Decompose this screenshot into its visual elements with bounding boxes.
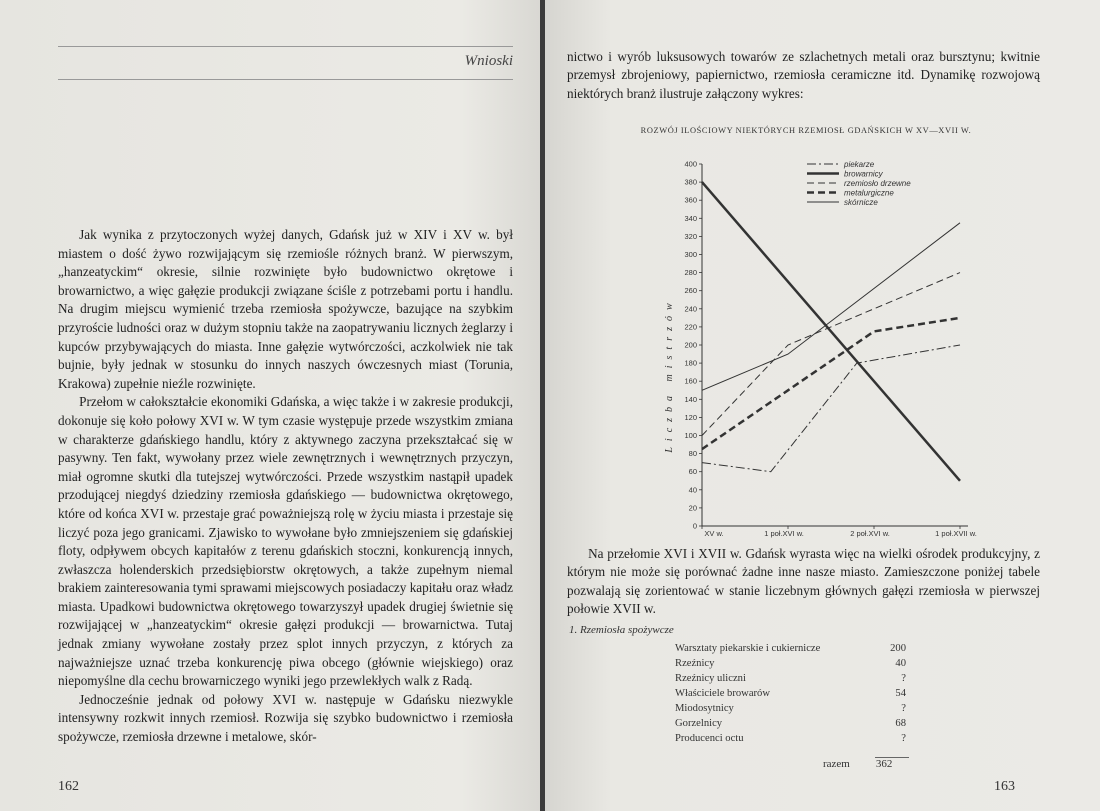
y-tick-label: 100 (684, 431, 697, 440)
paragraph: Jak wynika z przytoczonych wyżej danych, Gdańsk już w XIV i XV w. był miastem o dość żywo rozwijającym się rzemiośle różnych branż. W pierwszym, „hanzeatyckim“ okresie, silnie rozwinięte było budownictwo okrętowe i browarnictwo, a więc gałęzie produkcji związane ściśle z potrzebami portu i handlu. Na drugim miejscu wymienić trzeba rzemiosła spożywcze, bazujące na szybkim przyroście ludności oraz w dużym stopniu także na zaopatrywaniu licznych żeglarzy i kupców przybywających do miasta. Inne gałęzie wytwórczości, aczkolwiek nie tak bujnie, były jednak w stosunku do innych naszych ówczesnych miast (Torunia, Krakowa) zupełnie nieźle rozwinięte. (58, 227, 513, 391)
page-number-left: 162 (58, 779, 79, 794)
table-row (675, 641, 906, 656)
right-top-text (567, 48, 1040, 103)
craft-count: 40 (895, 658, 906, 669)
x-tick-label: XV w. (704, 529, 724, 538)
y-tick-label: 340 (684, 213, 697, 223)
right-mid-text (567, 545, 1040, 619)
y-tick-label: 0 (692, 521, 697, 531)
table-row (675, 686, 906, 701)
legend-label: skórnicze (844, 198, 878, 207)
craft-name: Miodosytnicy (675, 703, 734, 714)
legend-label: piekarze (844, 160, 875, 169)
series-line (702, 182, 960, 481)
y-tick-label: 200 (684, 340, 697, 350)
table-row (675, 671, 906, 686)
craft-name: Gorzelnicy (675, 718, 723, 729)
craft-name: Właściciele browarów (675, 688, 771, 699)
craft-name: Rzeźnicy uliczni (675, 673, 746, 684)
series-line (702, 273, 960, 436)
series-line (702, 345, 960, 472)
page-number-right: 163 (994, 779, 1015, 794)
craft-count: ? (901, 733, 906, 744)
craft-name: Warsztaty piekarskie i cukiernicze (675, 643, 821, 654)
craft-count: ? (901, 673, 906, 684)
left-page (0, 0, 543, 811)
y-tick-label: 60 (688, 467, 697, 477)
series-line (702, 318, 960, 449)
paragraph: Na przełomie XVI i XVII w. Gdańsk wyrasta więc na wielki ośrodek produkcyjny, z którym nie może się porównać żadne inne nasze miasto. Zamieszczone poniżej tabele pozwalają się zorientować w stanie liczebnym głównych gałęzi rzemiosła w pierwszej połowie XVII w. (567, 546, 1040, 617)
paragraph: Przełom w całokształcie ekonomiki Gdańska, a więc także i w zakresie produkcji, dokonuje się koło połowy XVI w. W tym czasie występuje przede wszystkim zmiana w charakterze gdańskiego handlu, który z aktywnego zaczyna przekształcać się w pasywny. Ten fakt, wywołany przez wiele zewnętrznych i wewnętrznych przyczyn, miał ogromne skutki dla tutejszej wytwórczości. Przede wszystkim nastąpił upadek przodującej niegdyś dziedziny rzemiosła gdańskiego — budownictwa okrętowego, które od końca XVI w. przestaje grać poważniejszą rolę w życiu miasta i przestaje się liczyć poza jego granicami. Zjawisko to wywołane było zmniejszeniem się gdańskiej floty, odpływem obcych kapitałów z terenu gdańskich stoczni, konkurencją innych, zwłaszcza holenderskich przedsiębiorstw okrętowych, a także zupełnym niemal brakiem zainteresowania tymi sprawami miejscowych posiadaczy kapitału oraz władz miasta. Upadkowi budownictwa okrętowego towarzyszył upadek drugiej świetnie się rozwijającej w „hanzeatyckim“ okresie gałęzi produkcji — browarnictwa. Tutaj jednak zmiany wywołane zostały przez splot innych przyczyn, z których za najważniejsze uznać trzeba konkurencję piwa obcego (głównie wiejskiego) oraz niepomyślne dla cechu browarniczego wyniki jego przewlekłych walk z Radą. (58, 394, 513, 689)
y-tick-label: 240 (684, 304, 697, 314)
total-value: 362 (875, 758, 893, 770)
y-tick-label: 140 (684, 394, 697, 404)
line-chart (655, 156, 985, 541)
y-tick-label: 260 (684, 286, 697, 296)
series-line (702, 223, 960, 390)
header-rule-bottom (58, 79, 513, 80)
craft-count: 68 (895, 718, 906, 729)
header-rule-top (58, 46, 513, 47)
legend-label: metalurgiczne (844, 188, 894, 198)
table-row (675, 731, 906, 746)
legend-label: browarnicy (844, 169, 883, 179)
table-row (675, 656, 906, 671)
y-tick-label: 380 (684, 177, 697, 187)
total-label: razem (823, 758, 850, 770)
table-row (675, 701, 906, 716)
craft-count: ? (901, 703, 906, 714)
left-body-text (58, 226, 513, 747)
y-tick-label: 80 (688, 449, 697, 459)
y-tick-label: 300 (684, 250, 697, 259)
y-tick-label: 400 (684, 159, 697, 169)
x-tick-label: 1 poł.XVII w. (935, 529, 977, 538)
y-tick-label: 40 (688, 485, 697, 495)
legend-label: rzemiosło drzewne (844, 179, 911, 188)
x-tick-label: 2 poł.XVI w. (850, 529, 890, 538)
y-tick-label: 180 (684, 358, 697, 368)
figure-title: ROZWÓJ ILOŚCIOWY NIEKTÓRYCH RZEMIOSŁ GDAŃSKICH W XV—XVII W. (640, 126, 972, 135)
y-tick-label: 20 (688, 503, 697, 513)
craft-count: 54 (895, 688, 906, 699)
craft-name: Rzeźnicy (675, 658, 715, 669)
running-head: Wnioski (464, 53, 513, 69)
table-title: 1. Rzemiosła spożywcze (569, 624, 674, 636)
y-tick-label: 160 (684, 376, 697, 386)
craft-count: 200 (890, 643, 906, 654)
y-tick-label: 320 (684, 231, 697, 241)
y-tick-label: 280 (684, 268, 697, 278)
right-page (545, 0, 1100, 811)
y-tick-label: 120 (684, 412, 697, 422)
craft-name: Producenci octu (675, 733, 744, 744)
x-tick-label: 1 poł.XVI w. (764, 529, 804, 538)
y-tick-label: 360 (684, 195, 697, 205)
table-row (675, 716, 906, 731)
y-tick-label: 220 (684, 322, 697, 332)
table-total (823, 758, 892, 770)
paragraph: nictwo i wyrób luksusowych towarów ze szlachetnych metali oraz bursztynu; kwitnie przemysł zbrojeniowy, papiernictwo, rzemiosła ceramiczne itd. Dynamikę rozwojową niektórych branż ilustruje załączony wykres: (567, 49, 1040, 101)
y-axis-label: Liczba mistrzów (664, 297, 675, 453)
paragraph: Jednocześnie jednak od połowy XVI w. następuje w Gdańsku niezwykle intensywny rozkwit innych rzemiosł. Rozwija się szybko budownictwo i rzemiosła spożywcze, rzemiosła drzewne i metalowe, skór- (58, 691, 513, 745)
crafts-table (675, 641, 906, 746)
